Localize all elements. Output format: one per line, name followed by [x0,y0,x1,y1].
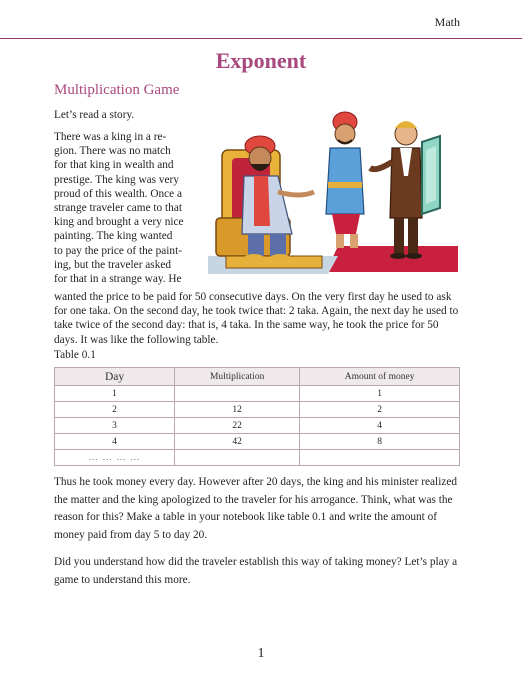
story-line: for that king in wealth and [54,159,174,172]
table-cell [175,386,300,402]
table-cell: 2 [300,402,460,418]
table-row [55,402,460,418]
story-line: prestige. The king was very [54,173,179,186]
painting-icon [422,136,440,214]
table-cell: 4 [300,418,460,434]
page-number: 1 [257,646,265,661]
table-cell [300,450,460,466]
table-row-ellipsis [55,450,460,466]
money-table [54,367,460,466]
story-line: proud of this wealth. Once a [54,187,182,200]
table-cell: 42 [175,434,300,450]
traveler-figure-icon [370,121,422,259]
story-line: strange traveler came to that [54,202,182,215]
para-after-table: Thus he took money every day. However after 20 days, the king and his minister realized the matter and the king apologized to the traveler for his arrogance. Think, what was the reason for this? Make a table in your notebook like table 0.1 and write the amount of money paid from day 5 to day 20. [54,476,458,541]
table-cell: 1 [300,386,460,402]
table-header-row [55,368,460,386]
minister-figure-icon [326,112,364,248]
table-row [55,418,460,434]
section-heading: Multiplication Game [54,82,180,98]
table-cell: 8 [300,434,460,450]
king-and-traveler-illustration [208,106,458,276]
header-day: Day [55,368,175,386]
table-cell: 2 [55,402,175,418]
intro-text: Let’s read a story. [54,109,135,121]
story-line: for that in a strange way. He [54,273,182,286]
table-cell: 3 [55,418,175,434]
story-line: gion. There was no match [54,145,171,158]
story-line: painting. The king wanted [54,230,173,243]
table-cell: 22 [175,418,300,434]
story-line: to pay the price of the paint- [54,244,182,257]
story-line: king and brought a very nice [54,216,184,229]
story-continuation: wanted the price to be paid for 50 consecutive days. On the very first day he used to ask for one taka. On the second day, he took twice that: 2 taka. Again, the next day he used to take twice of the second day: that is, 4 taka. In the same way, he took the price for 50 days. It was like the following table. [54,291,459,346]
floor-shape [326,246,458,272]
table-ellipsis-cell: … … … … [55,450,175,466]
table-cell: 1 [55,386,175,402]
header-multiplication: Multiplication [175,368,300,386]
table-caption: Table 0.1 [54,349,96,361]
table-row [55,434,460,450]
story-line: ing, but the traveler asked [54,258,172,271]
table-row [55,386,460,402]
header-rule [0,38,522,39]
table-cell [175,450,300,466]
story-line: There was a king in a re- [54,131,167,143]
table-cell: 4 [55,434,175,450]
page-title: Exponent [215,48,307,73]
para-final: Did you understand how did the traveler establish this way of taking money? Let’s play a game to understand this more. [54,556,458,586]
table-cell: 12 [175,402,300,418]
story-lines [54,130,184,286]
header-subject: Math [434,15,460,29]
header-amount: Amount of money [300,368,460,386]
